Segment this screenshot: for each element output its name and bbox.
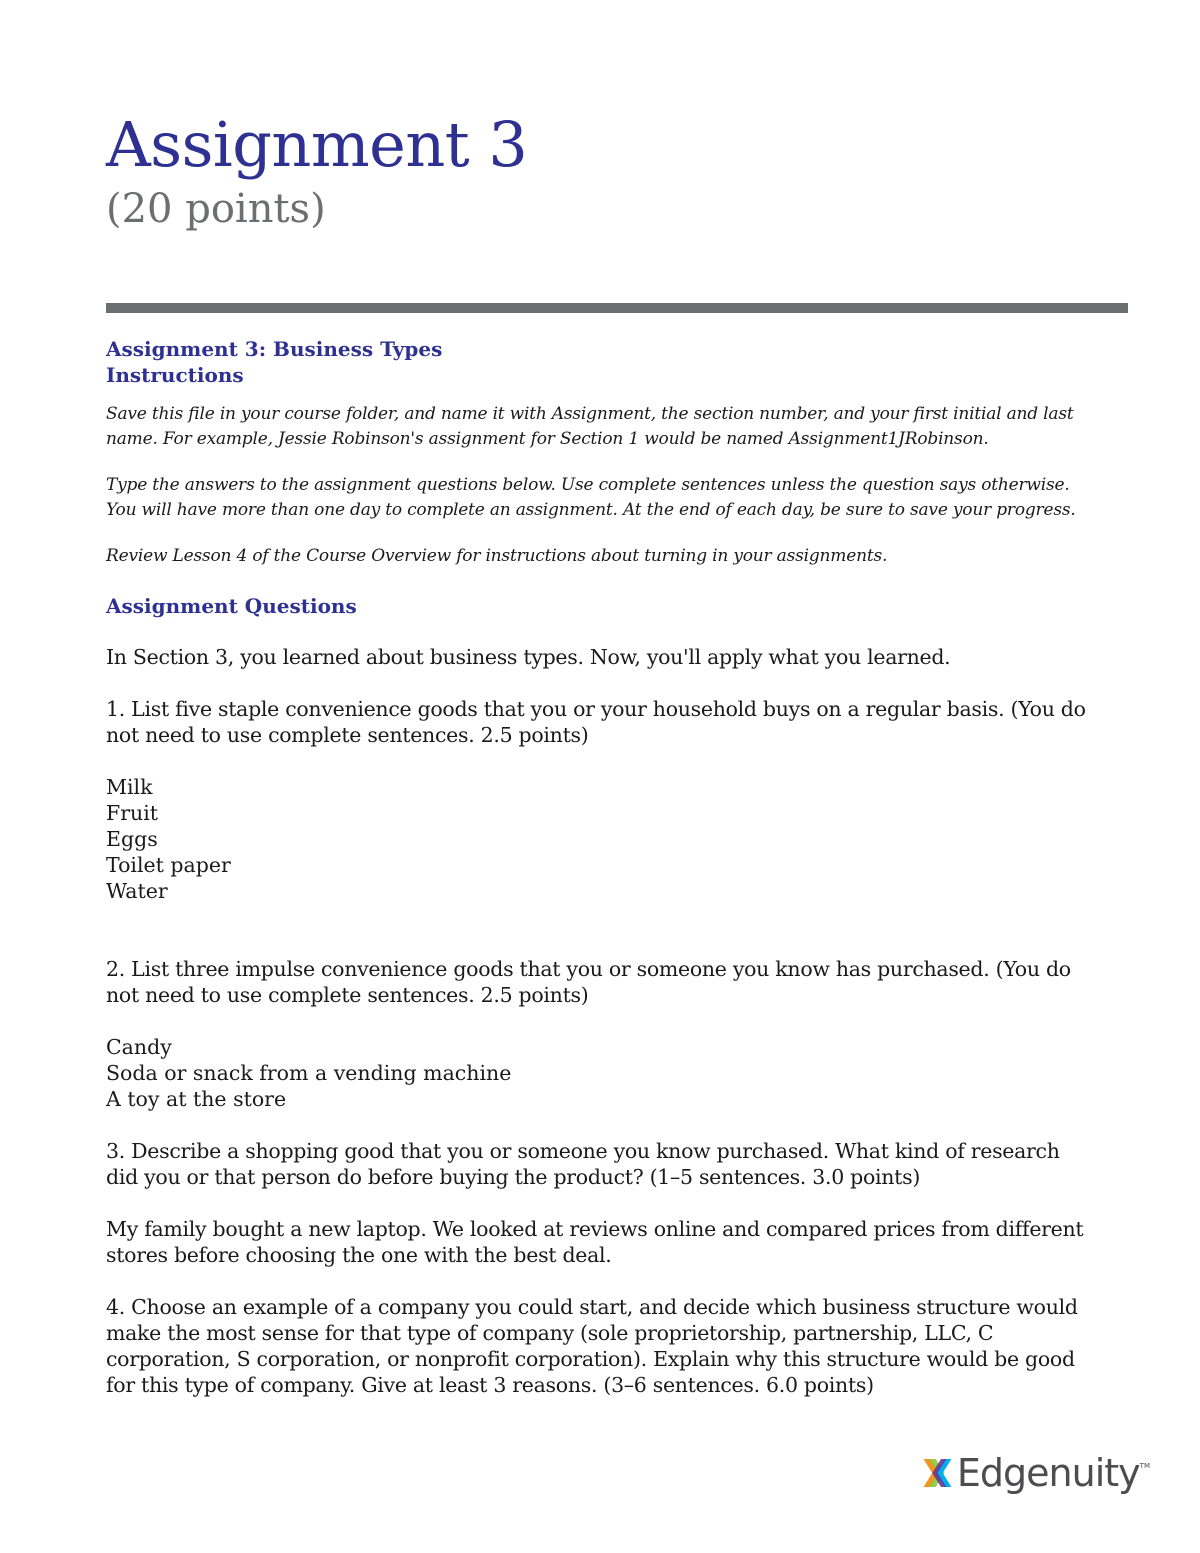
answer-item: Candy xyxy=(106,1034,172,1059)
page-subtitle: (20 points) xyxy=(106,186,326,232)
edgenuity-x-icon xyxy=(920,1453,955,1493)
question-1-answers xyxy=(106,774,1086,904)
questions-intro: In Section 3, you learned about business types. Now, you'll apply what you learned. xyxy=(106,644,951,669)
document-content xyxy=(106,336,1086,1398)
answer-item: Toilet paper xyxy=(106,852,231,877)
answer-item: Fruit xyxy=(106,800,159,825)
logo-wordmark: Edgenuity xyxy=(956,1451,1140,1495)
answer-item: Soda or snack from a vending machine xyxy=(106,1060,512,1085)
question-2-answers xyxy=(106,1034,1086,1112)
instructions-subheading: Instructions xyxy=(106,363,244,387)
instructions-paragraph: Type the answers to the assignment questions below. Use complete sentences unless the question says otherwise. You will have more than one day to complete an assignment. At the end of each day, be sure to save your progress. xyxy=(106,475,1076,520)
page-title: Assignment 3 xyxy=(106,108,528,181)
instructions-heading: Assignment 3: Business Types xyxy=(106,337,443,361)
questions-heading: Assignment Questions xyxy=(106,593,357,618)
answer-item: A toy at the store xyxy=(106,1086,287,1111)
divider-rule xyxy=(106,303,1128,313)
question-3: 3. Describe a shopping good that you or someone you know purchased. What kind of research did you or that person do before buying the product? (1–5 sentences. 3.0 points) xyxy=(106,1138,1060,1189)
answer-item: Eggs xyxy=(106,826,158,851)
edgenuity-logo xyxy=(920,1448,1150,1498)
answer-item: Milk xyxy=(106,774,153,799)
instructions-paragraph: Save this file in your course folder, and name it with Assignment, the section number, and your first initial and last name. For example, Jessie Robinson's assignment for Section 1 would be named Assignment1JRobinson. xyxy=(106,404,1074,449)
instructions-paragraph: Review Lesson 4 of the Course Overview for instructions about turning in your assignments. xyxy=(106,546,888,566)
answer-item: Water xyxy=(106,878,168,903)
question-1: 1. List five staple convenience goods that you or your household buys on a regular basis. (You do not need to use complete sentences. 2.5 points) xyxy=(106,696,1086,747)
question-2: 2. List three impulse convenience goods that you or someone you know has purchased. (You do not need to use complete sentences. 2.5 points) xyxy=(106,956,1071,1007)
logo-trademark: TM xyxy=(1139,1462,1150,1470)
question-4: 4. Choose an example of a company you could start, and decide which business structure would make the most sense for that type of company (sole proprietorship, partnership, LLC, C corporation, S corporation, or nonprofit corporation). Explain why this structure would be good for this type of company. Give at least 3 reasons. (3–6 sentences. 6.0 points) xyxy=(106,1294,1078,1397)
question-3-answer: My family bought a new laptop. We looked at reviews online and compared prices from different stores before choosing the one with the best deal. xyxy=(106,1216,1084,1267)
